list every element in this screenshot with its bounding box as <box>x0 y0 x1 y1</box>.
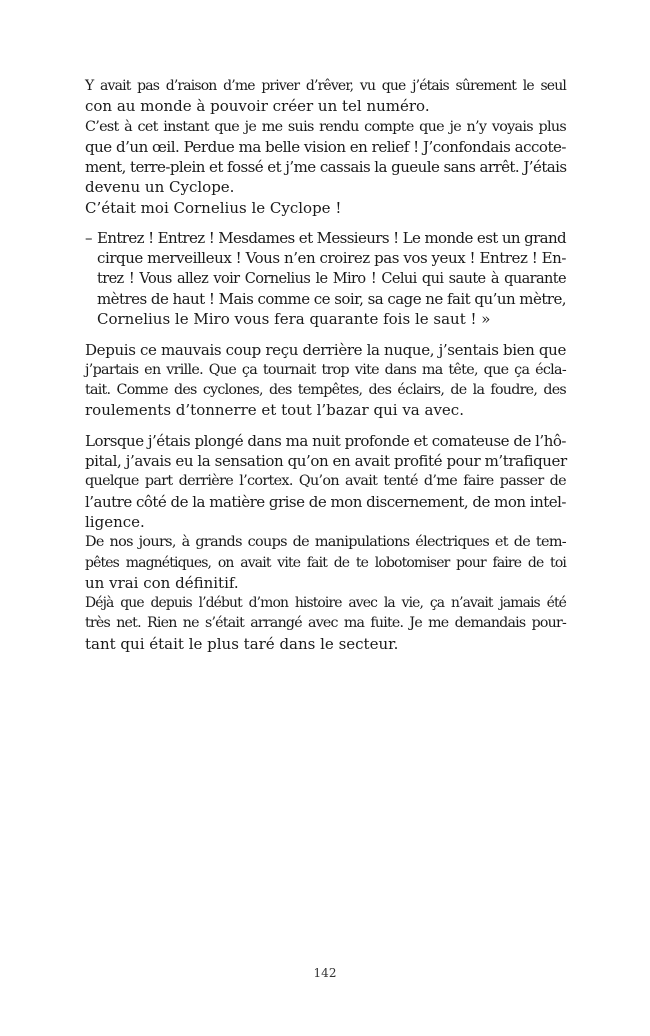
paragraph-1 <box>85 76 566 117</box>
paragraph-2 <box>85 117 566 198</box>
text-line: Entrez ! Entrez ! Mesdames et Messieurs ! Le monde est un grand <box>97 229 567 248</box>
paragraph-3 <box>85 198 566 218</box>
paragraph-7 <box>85 593 566 654</box>
paragraph-spacer <box>85 218 566 228</box>
dialogue-quote <box>85 228 566 329</box>
text-line: pêtes magnétiques, on avait vite fait de te lobotomiser pour faire de toi <box>85 554 566 571</box>
text-line: C’était moi Cornelius le Cyclope ! <box>85 198 342 217</box>
text-line: De nos jours, à grands coups de manipulations électriques et de tem- <box>85 534 566 551</box>
body-text <box>85 76 566 654</box>
text-line: mètres de haut ! Mais comme ce soir, sa cage ne fait qu’un mètre, <box>97 289 567 308</box>
text-line: Lorsque j’étais plongé dans ma nuit profonde et comateuse de l’hô- <box>85 431 566 450</box>
text-line: ligence. <box>85 512 145 531</box>
text-line: trez ! Vous allez voir Cornelius le Miro ! Celui qui saute à quarante <box>97 270 566 287</box>
text-line: con au monde à pouvoir créer un tel numéro. <box>85 97 430 116</box>
text-line: pital, j’avais eu la sensation qu’on en avait profité pour m’trafiquer <box>85 452 567 471</box>
text-line: que d’un œil. Perdue ma belle vision en relief ! J’confondais accote- <box>85 137 567 156</box>
text-line: un vrai con définitif. <box>85 573 239 592</box>
text-line: j’partais en vrille. Que ça tournait trop vite dans ma tête, que ça écla- <box>85 361 566 378</box>
paragraph-4 <box>85 340 566 421</box>
page-number: 142 <box>313 966 337 980</box>
text-line: C’est à cet instant que je me suis rendu compte que je n’y voyais plus <box>85 118 566 135</box>
text-line: Depuis ce mauvais coup reçu derrière la nuque, j’sentais bien que <box>85 340 566 359</box>
text-line: quelque part derrière l’cortex. Qu’on avait tenté d’me faire passer de <box>85 473 566 490</box>
paragraph-spacer <box>85 330 566 340</box>
text-line: cirque merveilleux ! Vous n’en croirez pas vos yeux ! Entrez ! En- <box>97 249 566 268</box>
text-line: ment, terre-plein et fossé et j’me cassais la gueule sans arrêt. J’étais <box>85 158 567 177</box>
paragraph-5 <box>85 431 566 532</box>
text-line: roulements d’tonnerre et tout l’bazar qui va avec. <box>85 401 464 420</box>
paragraph-spacer <box>85 421 566 431</box>
paragraph-6 <box>85 532 566 593</box>
text-line: Y avait pas d’raison d’me priver d’rêver, vu que j’étais sûrement le seul <box>85 78 566 94</box>
dialogue-dash: – <box>85 229 93 248</box>
text-line: tait. Comme des cyclones, des tempêtes, des éclairs, de la foudre, des <box>85 382 566 399</box>
text-line: Déjà que depuis l’début d’mon histoire avec la vie, ça n’avait jamais été <box>85 595 566 612</box>
text-line: l’autre côté de la matière grise de mon discernement, de mon intel- <box>85 492 566 511</box>
text-line: très net. Rien ne s’était arrangé avec ma fuite. Je me demandais pour- <box>85 615 566 632</box>
text-line: devenu un Cyclope. <box>85 178 235 197</box>
text-line: Cornelius le Miro vous fera quarante fois le saut ! » <box>97 310 491 329</box>
text-line: tant qui était le plus taré dans le secteur. <box>85 634 399 653</box>
